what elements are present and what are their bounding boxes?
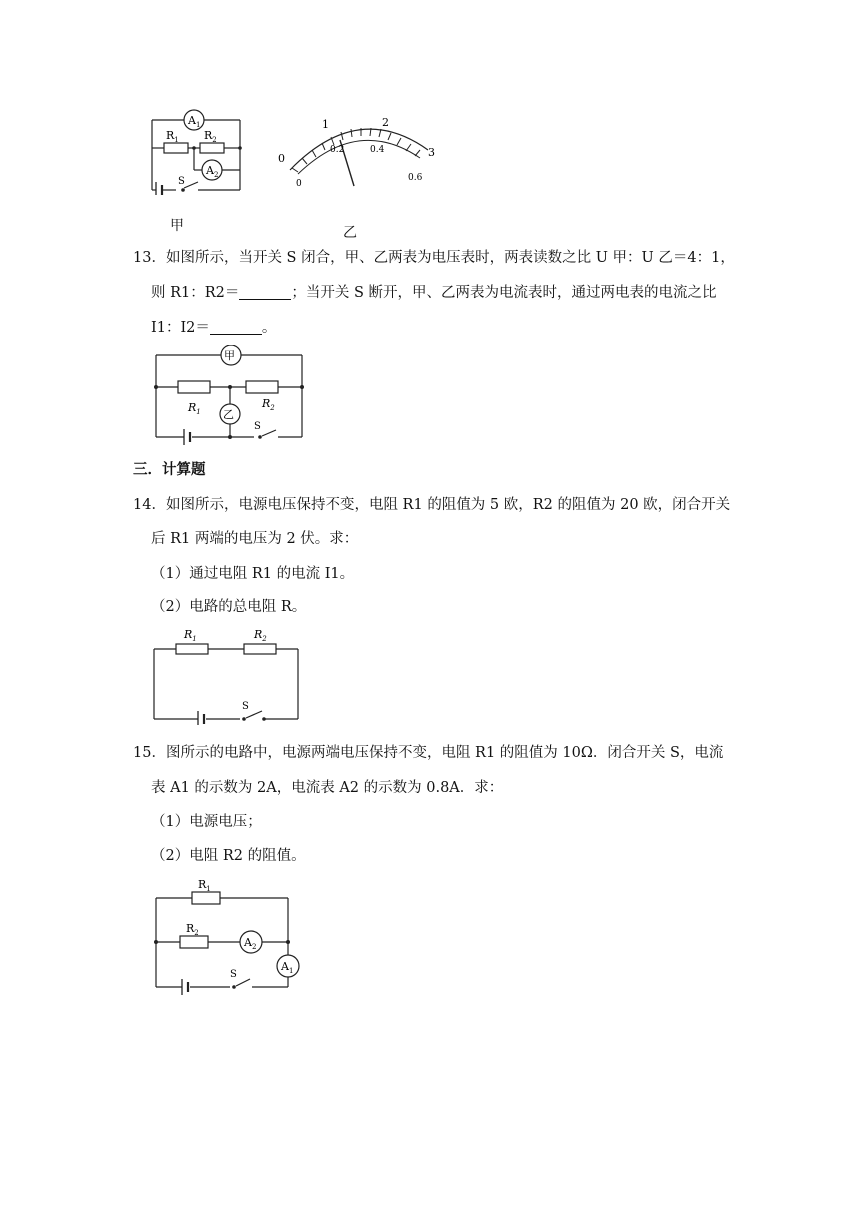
q14-switch-label: S (242, 701, 249, 712)
q13-blank-1[interactable] (239, 285, 291, 300)
q14-circuit-figure (150, 625, 305, 725)
q13-circuit-figure (150, 345, 310, 445)
svg-text:R1: $R_1$ (188, 401, 201, 416)
q13-text3: 。 (261, 320, 277, 336)
svg-text:A2: $A_2$ (244, 936, 257, 951)
q13-line3 (151, 318, 276, 338)
svg-text:R1: $R_1$ (198, 878, 211, 893)
q14-item2: （2）电路的总电阻 R。 (151, 599, 307, 615)
q13-switch-label: S (254, 421, 261, 432)
q15-item2: （2）电阻 R2 的阻值。 (151, 848, 306, 864)
q13-meter-jia: 甲 (224, 349, 235, 362)
svg-text:A2: $A_2$ (206, 164, 219, 179)
svg-text:S: S (178, 176, 185, 187)
q13-text2: ；当开关 S 断开，甲、乙两表为电流表时，通过两电表的电流之比 (291, 285, 717, 301)
q13-number: 13． (133, 250, 166, 266)
svg-text:R2: $R_2$ (254, 628, 267, 643)
dial-inner-0: 0 (296, 179, 302, 189)
q15-item1: （1）电源电压； (151, 814, 262, 830)
circuit-figure-jia (140, 100, 250, 195)
figure-label-jia: 甲 (170, 218, 184, 234)
q13-text1: 如图所示，当开关 S 闭合，甲、乙两表为电压表时，两表读数之比 U 甲：U 乙＝4：1， (165, 250, 735, 266)
q15-circuit-figure (150, 872, 310, 997)
q15-line1 (133, 743, 723, 763)
q13-current-prompt: I1：I2＝ (151, 320, 210, 336)
q14-text1: 如图所示，电源电压保持不变，电阻 R1 的阻值为 5 欧，R2 的阻值为 20 欧，闭合开关 (165, 497, 731, 513)
svg-text:R1: $R_1$ (184, 628, 197, 643)
dial-outer-1: 1 (322, 118, 329, 131)
q14-line2: 后 R1 两端的电压为 2 伏。求： (151, 531, 359, 547)
svg-text:A1: $A_1$ (188, 114, 201, 129)
ammeter-dial-figure (268, 110, 448, 190)
svg-text:R2: $R_2$ (186, 922, 199, 937)
q15-line2: 表 A1 的示数为 2A，电流表 A2 的示数为 0.8A．求： (151, 780, 504, 796)
q13-line2 (151, 283, 717, 303)
dial-inner-2: 0.4 (370, 145, 385, 155)
dial-outer-2: 2 (382, 116, 389, 129)
figure-label-yi: 乙 (343, 225, 357, 241)
q13-meter-yi: 乙 (223, 408, 234, 421)
q13-ratio-prompt: 则 R1：R2＝ (151, 285, 240, 301)
q14-item1: （1）通过电阻 R1 的电流 I1。 (151, 566, 355, 582)
dial-outer-3: 3 (428, 146, 435, 159)
q15-text1: 图所示的电路中，电源两端电压保持不变，电阻 R1 的阻值为 10Ω．闭合开关 S，电流 (165, 745, 724, 761)
dial-inner-3: 0.6 (408, 173, 423, 183)
svg-text:R2: $R_2$ (262, 397, 275, 412)
dial-outer-0: 0 (278, 152, 285, 165)
q15-switch-label: S (230, 969, 237, 980)
svg-text:A1: $A_1$ (281, 960, 294, 975)
dial-inner-1: 0.2 (330, 145, 345, 155)
q14-number: 14． (133, 497, 166, 513)
q13-line1 (133, 248, 735, 268)
section-title-calculation: 三．计算题 (133, 462, 206, 478)
q13-blank-2[interactable] (210, 320, 262, 335)
q14-line1 (133, 495, 730, 515)
q15-number: 15． (133, 745, 166, 761)
svg-text:R1: $R_1$ (166, 129, 179, 144)
svg-text:R2: $R_2$ (204, 129, 217, 144)
